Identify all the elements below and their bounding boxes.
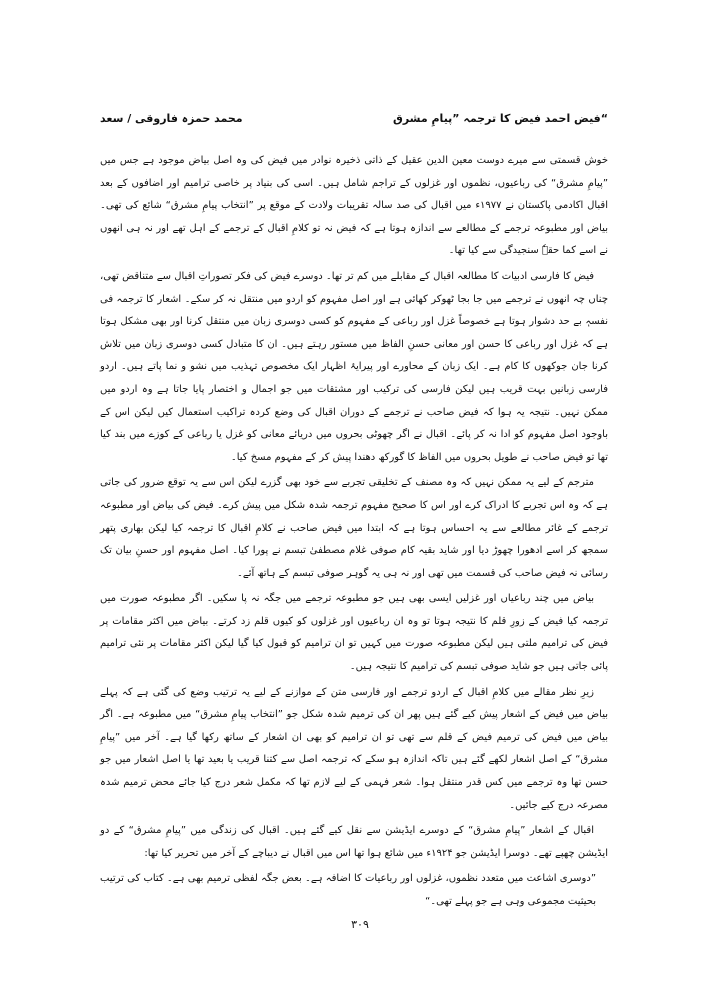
running-header [100,108,608,128]
body-text [100,150,608,917]
paragraph-1: خوش قسمتی سے میرے دوست معین الدین عقیل کے ذاتی ذخیرہ نوادر میں فیض کی وہ اصل بیاض موجود ہے جس میں ”پیامِ مشرق“ کی رباعیوں، نظموں اور غزلوں کے تراجم شامل ہیں۔ اسی کی بنیاد پر خاصی ترامیم اور اضافوں کے بعد اقبال اکادمی پاکستان نے ۱۹۷۷ء میں اقبال کی صد سالہ تقریبات ولادت کے موقع پر ”انتخاب پیامِ مشرق“ شائع کی تھی۔ بیاض اور مطبوعہ ترجمے کے مطالعے سے اندازہ ہوتا ہے کہ فیض نہ تو کلامِ اقبال کے ترجمے کے اہل تھے اور نہ ہی انھوں نے اسے کما حقہٗ سنجیدگی سے کیا تھا۔ [100,155,608,257]
header-authors: محمد حمزہ فاروقی / سعد [100,111,243,125]
paragraph-2: فیض کا فارسی ادبیات کا مطالعہ اقبال کے مقابلے میں کم تر تھا۔ دوسرے فیض کی فکر تصوراتِ اقبال سے متناقض تھی، چناں چہ انھوں نے ترجمے میں جا بجا ٹھوکر کھائی ہے اور اصل مفہوم کو اردو میں منتقل نہ کر سکے۔ اشعار کا ترجمہ فی نفسہٖ بے حد دشوار ہوتا ہے خصوصاً غزل اور رباعی کے مفہوم کو کسی دوسری زبان میں منتقل کرنا اور بھی مشکل ہوتا ہے کہ غزل اور رباعی کا حسن اور معانی حسنِ الفاظ میں مستور رہتے ہیں۔ ان کا متبادل کسی دوسری زبان میں تلاش کرنا جان جوکھوں کا کام ہے۔ ایک زبان کے محاورے اور پیرایۂ اظہار ایک مخصوص تہذیب میں نشو و نما پاتے ہیں۔ اردو فارسی زبانیں بہت قریب ہیں لیکن فارسی کی ترکیب اور مشتقات میں جو اجمال و اختصار پایا جاتا ہے وہ اردو میں ممکن نہیں۔ نتیجہ یہ ہوا کہ فیض صاحب نے ترجمے کے دوران اقبال کی وضع کردہ تراکیب استعمال کیں لیکن اس کے باوجود اصل مفہوم کو ادا نہ کر پائے۔ اقبال نے اگر چھوٹی بحروں میں دریائے معانی کو غزل یا رباعی کے کوزے میں بند کیا تھا تو فیض صاحب نے طویل بحروں میں الفاظ کا گورکھ دھندا پیش کر کے مفہوم مسخ کیا۔ [100,270,608,463]
paragraph-6: اقبال کے اشعار ”پیامِ مشرق“ کے دوسرے ایڈیشن سے نقل کیے گئے ہیں۔ اقبال کی زندگی میں ”پیامِ مشرق“ کے دو ایڈیشن چھپے تھے۔ دوسرا ایڈیشن جو ۱۹۲۴ء میں شائع ہوا تھا اس میں اقبال نے دیباچے کے آخر میں تحریر کیا تھا: [100,825,608,859]
paragraph-5: زیرِ نظر مقالے میں کلامِ اقبال کے اردو ترجمے اور فارسی متن کے موازنے کے لیے یہ ترتیب وضع کی گئی ہے کہ پہلے بیاض میں فیض کے اشعار پیش کیے گئے ہیں پھر ان کی ترمیم شدہ شکل جو ”انتخاب پیامِ مشرق“ میں مطبوعہ ہے۔ اگر بیاض میں فیض کی ترمیم فیض کے قلم سے تھی تو ان ترامیم کو بھی ان اشعار کے ساتھ رکھا گیا ہے۔ آخر میں ”پیامِ مشرق“ کے اصل اشعار لکھے گئے ہیں تاکہ اندازہ ہو سکے کہ ترجمہ اصل سے کتنا قریب یا بعید تھا یا اصل اشعار میں جو حسن تھا وہ ترجمے میں کس قدر منتقل ہوا۔ شعر فہمی کے لیے لازم تھا کہ مکمل شعر درج کیا جائے محض ترمیم شدہ مصرعہ درج کیے جائیں۔ [100,686,608,811]
paragraph-3: مترجم کے لیے یہ ممکن نہیں کہ وہ مصنف کے تخلیقی تجربے سے خود بھی گزرے لیکن اس سے یہ توقع ضرور کی جاتی ہے کہ وہ اس تجربے کا ادراک کرے اور اس کا صحیح مفہوم ترجمہ شدہ شکل میں پیش کرے۔ فیض کی بیاض اور مطبوعہ ترجمے کے غائر مطالعے سے یہ احساس ہوتا ہے کہ ابتدا میں فیض صاحب نے کلامِ اقبال کا ترجمہ کیا لیکن بھاری پتھر سمجھ کر اسے ادھورا چھوڑ دیا اور شاید بقیہ کام صوفی غلام مصطفیٰ تبسم نے پورا کیا۔ اصل مفہوم اور حسنِ بیان تک رسائی نہ فیض صاحب کی قسمت میں تھی اور نہ ہی یہ گوہر صوفی تبسم کے ہاتھ آئے۔ [100,477,608,579]
page-number: ۳۰۹ [351,918,369,931]
header-title: فیض احمد فیض کا ترجمہ ”پیامِ مشرق“ [392,111,608,125]
block-quote: ”دوسری اشاعت میں متعدد نظموں، غزلوں اور رباعیات کا اضافہ ہے۔ بعض جگہ لفظی ترمیم بھی ہے۔ کتاب کی ترتیب بحیثیت مجموعی وہی ہے جو پہلے تھی۔“ [100,873,596,907]
paragraph-4: بیاض میں چند رباعیاں اور غزلیں ایسی بھی ہیں جو مطبوعہ ترجمے میں جگہ نہ پا سکیں۔ اگر مطبوعہ صورت میں ترجمہ کیا فیض کے زورِ قلم کا نتیجہ ہوتا تو وہ ان رباعیوں اور غزلوں کو کیوں قلم زد کرتے۔ بیاض میں اکثر مقامات پر فیض کی ترامیم ملتی ہیں لیکن مطبوعہ صورت میں کہیں تو ان ترامیم کو قبول کیا گیا لیکن اکثر مقامات پر نئی ترامیم پائی جاتی ہیں جو شاید صوفی تبسم کی ترامیم کا نتیجہ ہیں۔ [100,593,608,673]
